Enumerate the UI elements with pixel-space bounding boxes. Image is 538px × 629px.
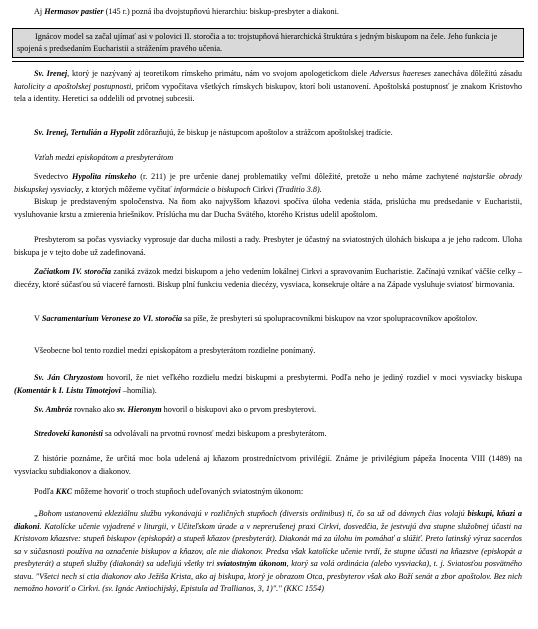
text: Biskup je predstaveným spoločenstva. Na ňom ako najvyššom kňazovi spočíva úloha vedenia stáda, prislúcha mu predsedanie v Eucharistii, vysluhovanie krstu a zmierenia hriešnikov. Príslúcha mu dar Ducha Svätého, ktorého Kristus udelil apoštolom. bbox=[14, 197, 522, 219]
paragraph-hypolit bbox=[14, 171, 522, 196]
hypolit-name: Hypolita rímskeho bbox=[71, 172, 137, 181]
text: rovnako ako bbox=[72, 405, 117, 414]
text: –homília). bbox=[120, 385, 157, 395]
text: Aj bbox=[34, 7, 45, 16]
section-heading bbox=[14, 152, 522, 165]
paragraph-sacramentarium bbox=[14, 313, 522, 326]
sacramentarium-title: Sacramentarium Veronese zo VI. storočia bbox=[41, 314, 183, 323]
sacramental-act: sviatostným úkonom bbox=[216, 559, 287, 568]
ambroz-name: Sv. Ambróz bbox=[34, 405, 73, 414]
kanonisti-name: Stredovekí kanonisti bbox=[34, 429, 103, 438]
info: informácie o biskupoch bbox=[173, 184, 251, 194]
hermas-name: Hermasov pastier bbox=[44, 7, 104, 16]
period: Začiatkom IV. storočia bbox=[34, 267, 112, 276]
ranks: biskupi, kňazi a diakoni bbox=[14, 509, 522, 531]
paragraph-presbyter bbox=[14, 234, 522, 259]
text: sa odvolávali na prvotnú rovnosť medzi biskupom a presbyterátom. bbox=[102, 429, 327, 438]
text: . Katolícke učenie vyjadrené v liturgii, v Učiteľskom úrade a v neprerušenej praxi Cirkvi, dosvedčia, že jestvujú dva stupne služobnej účasti na Kristovom kňazstve: stupeň biskupov (episkopát) a stupeň kňazov (presbyterát). Diakonát má za úlohu im pomáhať a slúžiť. Preto latinský výraz sacerdos sa v súčasnosti používa na označenie biskupov a kňazov, ale nie diakonov. Predsa však katolícke učenie tvrdí, že stupne účasti na kňazstve (episkopát a presbyterát) a stupeň služby (diakonát) sa udeľujú všetky tri bbox=[14, 521, 522, 568]
text: , ktorý je nazývaný aj teoretikom rímskeho primátu, nám vo svojom apologetickom diele bbox=[67, 69, 370, 78]
text: Podľa bbox=[34, 487, 56, 496]
rites: najstaršie obrady biskupskej vysviacky bbox=[14, 172, 522, 194]
heading-text: Vzťah medzi episkopátom a presbyterátom bbox=[34, 153, 174, 162]
text: zdôrazňujú, že biskup je nástupcom apoštolov a strážcom apoštolskej tradície. bbox=[134, 128, 393, 137]
paragraph-iv-storocie bbox=[14, 266, 522, 291]
paragraph-chryzostom bbox=[14, 372, 522, 397]
text: „Bohom ustanovenú ekleziálnu službu vykonávajú v rozličných stupňoch (diversis ordinibus) tí, čo sa už od dávnych čias volajú bbox=[34, 509, 468, 518]
fathers-names: Sv. Irenej, Tertulián a Hypolit bbox=[34, 128, 135, 137]
paragraph-hermas bbox=[14, 6, 522, 19]
commentary-title: (Komentár k I. Listu Timotejovi bbox=[14, 385, 121, 395]
text: Presbyterom sa počas vysviacky vyprosuje dar ducha milosti a rady. Presbyter je účastný na sviatostných úlohách biskupa a je jeho radcom. Uloha biskupa je v tejto dobe už zadefinovaná. bbox=[14, 235, 522, 257]
text: Všeobecne bol tento rozdiel medzi episkopátom a presbyterátom rozdielne ponímaný. bbox=[34, 346, 316, 355]
paragraph-ambroz bbox=[14, 404, 522, 417]
chryzostom-name: Sv. Ján Chryzostom bbox=[34, 373, 104, 382]
text: Cirkvi bbox=[250, 184, 276, 194]
paragraph-vseobecne bbox=[14, 345, 522, 358]
work-title: Adversus haereses bbox=[369, 69, 431, 78]
divider-line bbox=[12, 61, 524, 62]
kkc-abbrev: KKC bbox=[55, 487, 73, 496]
paragraph-irenej bbox=[14, 68, 522, 106]
text: (r. 211) je pre určenie danej problematiky veľmi dôležité, pretože u neho máme zachytené bbox=[136, 172, 463, 181]
text: Svedectvo bbox=[34, 172, 72, 181]
highlight-box-text: Ignácov model sa začal ujímať asi v polovici II. storočia a to: trojstupňová hierarchická štruktúra s jedným biskupom na čele. Jeho funkcia je spojená s predsedaním Eucharistii a strážením pravého učenia. bbox=[17, 32, 498, 53]
irenej-name: Sv. Irenej bbox=[34, 69, 68, 78]
text: zanecháva dôležitú zásadu bbox=[431, 69, 522, 78]
text: sa píše, že presbyteri sú spolupracovníkmi biskupov na vzor spolupracovníkov apoštolov. bbox=[182, 314, 478, 323]
hieronym-name: sv. Hieronym bbox=[116, 405, 162, 414]
text: (145 r.) pozná iba dvojstupňovú hierarchiu: biskup-presbyter a diakoni. bbox=[103, 7, 339, 16]
text: môžeme hovoriť o troch stupňoch udeľovaných sviatostným úkonom: bbox=[72, 487, 304, 496]
principle: katolicity a apoštolskej postupnosti bbox=[14, 81, 132, 91]
text: hovoril, že niet veľkého rozdielu medzi biskupmi a presbytermi. Podľa neho je jediný rozdiel v moci vysviacky biskupa bbox=[103, 373, 522, 382]
highlight-box bbox=[12, 28, 524, 58]
text: V bbox=[34, 314, 42, 323]
citation: (Traditio 3.8). bbox=[275, 184, 322, 194]
kkc-quote bbox=[14, 508, 522, 596]
text: hovoril o biskupovi ako o prvom presbyterovi. bbox=[161, 405, 317, 414]
text: , pričom vypočítava všetkých rímskych biskupov, ktorí boli ustanovení. Apoštolská postupnosť je znakom Kristovho tela a identity. Heretici sa oddelili od prvotnej subcesii. bbox=[14, 81, 523, 103]
paragraph-irenej-tertulian bbox=[14, 127, 522, 140]
paragraph-biskup bbox=[14, 196, 522, 221]
text: zaniká zväzok medzi biskupom a jeho vedením lokálnej Cirkvi a spravovaním Eucharistie. Začínajú vznikať väčšie celky – diecézy, ktoré súčasťou sú viaceré farnosti. Biskup plní funkciu vedenia diecézy, vysviaca, konsekruje oltáre a na Západe vysluhuje sviatosť birmovania. bbox=[14, 267, 522, 289]
text: Z histórie poznáme, že určitá moc bola udelená aj kňazom prostredníctvom privilégií. Známe je privilégium pápeža Inocenta VIII (1489) na vysviacku subdiakonov a diakonov. bbox=[14, 454, 522, 476]
paragraph-historia bbox=[14, 453, 522, 478]
paragraph-kanonisti bbox=[14, 428, 522, 441]
text: , ktorý sa volá ordinácia (alebo vysviacka), t. j. Sviatosťou posvätného stavu. "Všetci nech si ctia diakonov ako Ježiša Krista, ako aj biskupa, ktorý je obrazom Otca, presbyterov však ako Boží senát a zbor apoštolov. Bez nich nemožno hovoriť o Cirkvi. (sv. Ignác Antiochijský, Epistula ad Trallianos, 3, 1)"." (KKC 1554) bbox=[14, 559, 522, 593]
text: , z ktorých môžeme vyčítať bbox=[81, 184, 174, 194]
paragraph-kkc-intro bbox=[14, 486, 522, 499]
